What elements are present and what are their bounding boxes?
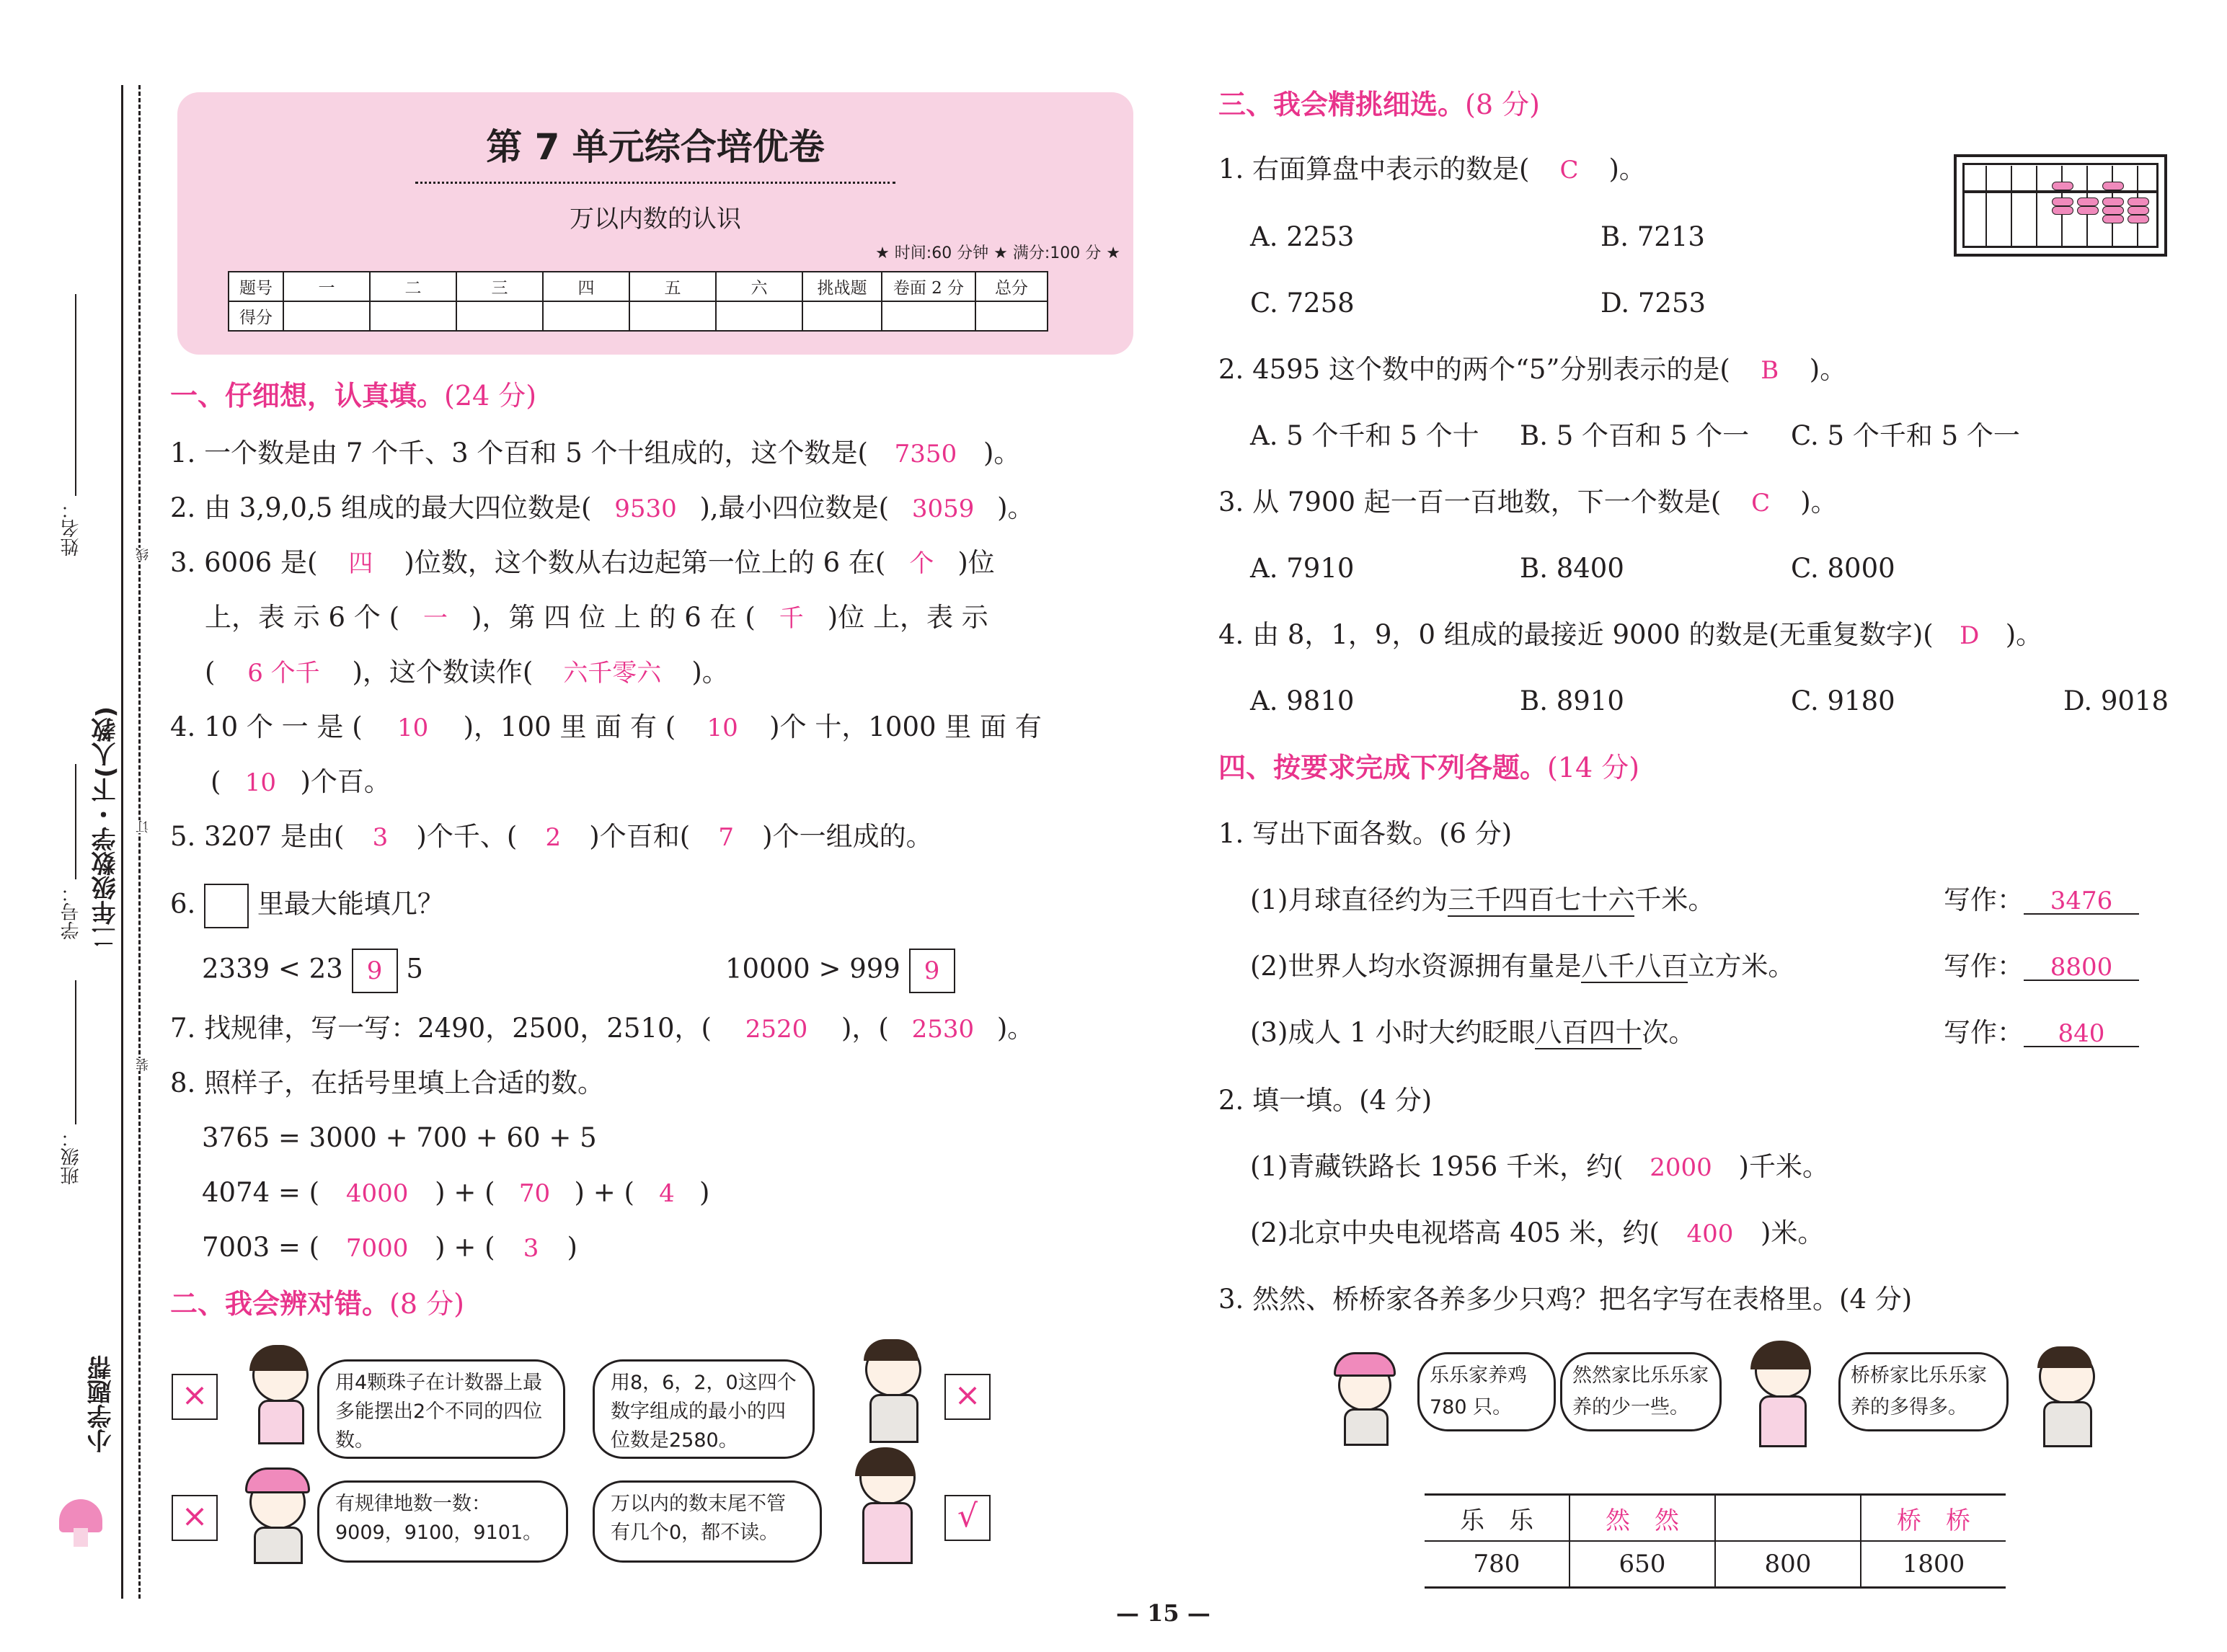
q-text: 4. 由 8，1，9，0 组成的最接近 9000 的数是(无重复数字)( xyxy=(1218,619,1934,650)
q-text: (3)成人 1 小时大约眨眼 xyxy=(1250,1017,1536,1048)
q-text: ( xyxy=(205,657,216,688)
binding-margin xyxy=(0,0,151,1652)
title-divider xyxy=(415,182,895,184)
score-input-cell[interactable] xyxy=(456,301,543,331)
answer-box[interactable]: 9 xyxy=(352,949,398,993)
q-text: )米。 xyxy=(1761,1217,1825,1248)
s3-q1-option-c[interactable]: C. 7258 xyxy=(1250,288,1355,319)
s3-q3-option-c[interactable]: C. 8000 xyxy=(1791,553,1895,584)
score-table xyxy=(228,271,1048,332)
s3-q4-option-a[interactable]: A. 9810 xyxy=(1250,685,1355,716)
judgement-box-2[interactable]: × xyxy=(944,1374,991,1420)
score-header-cell: 五 xyxy=(629,272,716,301)
mushroom-stem-icon xyxy=(74,1528,88,1547)
s1-q8-line-3 xyxy=(202,1234,577,1261)
s4-q1-write-1 xyxy=(1944,884,2139,915)
q-text: 4. 10 个 一 是 ( xyxy=(170,711,363,742)
exam-title: 第 7 单元综合培优卷 xyxy=(486,126,825,168)
q-text: ) + ( xyxy=(435,1232,495,1263)
s1-q8-example: 3765 = 3000 + 700 + 60 + 5 xyxy=(202,1122,597,1153)
section-3-points: (8 分) xyxy=(1465,89,1540,120)
section-2-heading xyxy=(170,1290,464,1318)
value-cell: 1800 xyxy=(1902,1550,1965,1578)
score-input-cell[interactable] xyxy=(370,301,456,331)
answer[interactable]: 6 个千 xyxy=(247,659,320,688)
q-text: 7003 = ( xyxy=(202,1232,320,1263)
answer-line[interactable]: 840 xyxy=(2024,1021,2139,1047)
s1-question-2 xyxy=(170,494,1035,521)
s3-question-1 xyxy=(1218,154,1646,185)
score-header-cell: 六 xyxy=(716,272,802,301)
q-text: 3. 6006 是( xyxy=(170,547,318,578)
answer[interactable]: C xyxy=(1559,156,1579,185)
q-text: )。 xyxy=(983,438,1021,468)
score-header-cell: 卷面 2 分 xyxy=(882,272,975,301)
girl-character-icon xyxy=(242,1348,314,1442)
answer[interactable]: 400 xyxy=(1686,1220,1734,1248)
answer[interactable]: 3059 xyxy=(911,494,975,523)
q-text: )。 xyxy=(2005,619,2043,650)
exam-meta: ★ 时间:60 分钟 ★ 满分:100 分 ★ xyxy=(875,244,1120,262)
score-input-cell[interactable] xyxy=(716,301,802,331)
s1-question-4-line1 xyxy=(170,711,1042,742)
write-label: 写作： xyxy=(1944,1017,2024,1048)
q-text: 10000 > 999 xyxy=(725,953,900,985)
answer[interactable]: 9530 xyxy=(614,494,677,523)
s3-q2-option-b[interactable]: B. 5 个百和 5 个一 xyxy=(1520,420,1750,451)
s3-question-4 xyxy=(1218,621,2042,648)
underlined-words: 八百四十 xyxy=(1535,1017,1642,1048)
q-text: ) xyxy=(567,1232,577,1263)
q-text: )个百。 xyxy=(300,766,391,797)
q-text: 里最大能填几？ xyxy=(257,888,444,920)
chicken-table-header xyxy=(1425,1495,2006,1542)
class-label: 班级： xyxy=(61,1129,82,1185)
abacus-icon xyxy=(1954,154,2167,257)
q-text: )。 xyxy=(1800,487,1838,518)
score-header-cell: 四 xyxy=(543,272,629,301)
q-text: )，第 四 位 上 的 6 在 ( xyxy=(471,602,756,633)
q-text: )个 十，1000 里 面 有 xyxy=(769,711,1042,742)
s3-q1-option-a[interactable]: A. 2253 xyxy=(1250,221,1355,252)
answer[interactable]: 个 xyxy=(909,549,934,578)
answer[interactable]: 千 xyxy=(779,604,804,633)
cut-label-line: 线 xyxy=(134,548,153,561)
answer[interactable]: 7000 xyxy=(345,1234,409,1263)
s3-q2-option-c[interactable]: C. 5 个千和 5 个一 xyxy=(1791,420,2020,451)
answer[interactable]: 4 xyxy=(659,1179,675,1208)
q-text: )。 xyxy=(996,1013,1035,1044)
q-text: )。 xyxy=(1809,354,1847,385)
q-text: )，( xyxy=(841,1013,889,1044)
judgement-box-3[interactable]: × xyxy=(172,1495,218,1541)
s1-question-1 xyxy=(170,440,1020,466)
q-text: 1. 右面算盘中表示的数是( xyxy=(1218,154,1530,185)
header-cell-qiaoqiao[interactable]: 桥 桥 xyxy=(1897,1506,1970,1535)
answer[interactable]: 70 xyxy=(518,1179,551,1208)
value-cell: 780 xyxy=(1425,1541,1569,1588)
s3-q4-option-d[interactable]: D. 9018 xyxy=(2063,685,2169,716)
q-text: (2)世界人均水资源拥有量是 xyxy=(1250,951,1582,982)
boy-character-icon xyxy=(855,1342,927,1443)
s1-question-5 xyxy=(170,823,933,850)
girl-character-icon xyxy=(1743,1344,1818,1444)
score-row-label: 得分 xyxy=(229,301,283,331)
speech-bubble-lele: 乐乐家养鸡 780 只。 xyxy=(1417,1352,1556,1431)
s4-q2-item-1 xyxy=(1250,1153,1829,1180)
speech-bubble-3: 有规律地数一数：9009，9100，9101。 xyxy=(317,1480,568,1563)
section-4-title: 四、按要求完成下列各题。 xyxy=(1218,752,1548,783)
student-id-field[interactable] xyxy=(75,764,76,879)
judgement-box-4[interactable]: √ xyxy=(944,1495,991,1541)
speech-bubble-4: 万以内的数末尾不管有几个0，都不读。 xyxy=(593,1480,822,1563)
speech-bubble-qiaoqiao: 桥桥家比乐乐家养的多得多。 xyxy=(1838,1352,2009,1431)
s4-q1-item-1 xyxy=(1250,884,1715,915)
header-cell-ranran[interactable]: 然 然 xyxy=(1569,1495,1715,1542)
s1-question-3-line3 xyxy=(205,657,729,688)
speech-bubble-ranran: 然然家比乐乐家养的少一些。 xyxy=(1560,1352,1722,1431)
q-text: 次。 xyxy=(1642,1017,1696,1048)
speech-bubble-2: 用8，6，2，0这四个数字组成的最小的四位数是2580。 xyxy=(593,1359,815,1459)
answer[interactable]: 2520 xyxy=(745,1015,808,1044)
cut-label-ding: 订 xyxy=(134,820,153,833)
class-field[interactable] xyxy=(75,980,76,1124)
book-label: 二年级数学・下(人教) xyxy=(92,706,120,950)
q-text: ),最小四位数是( xyxy=(699,492,890,523)
q-text: 上，表 示 6 个 ( xyxy=(205,602,400,633)
score-input-cell[interactable] xyxy=(629,301,716,331)
boy-with-cap-icon xyxy=(238,1465,313,1561)
answer[interactable]: C xyxy=(1751,489,1771,518)
q-text: )位数，这个数从右边起第一位上的 6 在( xyxy=(404,547,886,578)
section-1-heading xyxy=(170,380,537,412)
q-text: ( xyxy=(211,766,221,797)
q-text: ) + ( xyxy=(574,1177,634,1208)
score-header-cell: 题号 xyxy=(229,272,283,301)
answer[interactable]: 3 xyxy=(372,823,389,852)
section-2-title: 二、我会辨对错。 xyxy=(170,1288,390,1320)
s1-question-3-line2 xyxy=(205,604,988,631)
q-text: 2339 < 23 xyxy=(202,953,343,985)
score-header-cell: 挑战题 xyxy=(802,272,882,301)
judgement-box-1[interactable]: × xyxy=(172,1374,218,1420)
brand-label: 小学题帮 xyxy=(87,1355,116,1453)
q-text: (2)北京中央电视塔高 405 米，约( xyxy=(1250,1217,1660,1248)
cut-label-zhuang: 装 xyxy=(134,1058,153,1071)
s1-question-3-line1 xyxy=(170,549,995,576)
write-label: 写作： xyxy=(1944,884,2024,915)
answer-line[interactable]: 3476 xyxy=(2024,889,2139,915)
s1-q6-expr-1 xyxy=(202,949,423,993)
s3-question-2 xyxy=(1218,356,1846,383)
blank-square-box xyxy=(204,884,249,928)
section-3-heading xyxy=(1218,91,1540,118)
score-input-cell[interactable] xyxy=(975,301,1048,331)
answer[interactable]: 7 xyxy=(718,823,734,852)
s3-q2-option-a[interactable]: A. 5 个千和 5 个十 xyxy=(1250,420,1479,451)
s1-question-6 xyxy=(170,884,444,928)
section-4-points: (14 分) xyxy=(1547,752,1640,783)
score-input-row xyxy=(229,301,1048,331)
q-text: (1)月球直径约为 xyxy=(1250,884,1448,915)
boy-character-icon xyxy=(2029,1349,2101,1444)
q-text: 千米。 xyxy=(1634,884,1715,915)
q-text: 立方米。 xyxy=(1688,951,1795,982)
score-header-cell: 二 xyxy=(370,272,456,301)
q-text: 2. 由 3,9,0,5 组成的最大四位数是( xyxy=(170,492,592,523)
section-1-title: 一、仔细想，认真填。 xyxy=(170,380,445,412)
answer[interactable]: D xyxy=(1960,621,1980,650)
s3-q4-option-b[interactable]: B. 8910 xyxy=(1520,685,1624,716)
chicken-table-values xyxy=(1425,1541,2006,1588)
s3-q3-option-b[interactable]: B. 8400 xyxy=(1520,553,1624,584)
score-input-cell[interactable] xyxy=(882,301,975,331)
q-text: )。 xyxy=(1608,154,1646,185)
answer[interactable]: 10 xyxy=(244,768,277,797)
answer[interactable]: 2000 xyxy=(1650,1153,1712,1182)
write-label: 写作： xyxy=(1944,951,2024,982)
q-text: ) xyxy=(699,1177,710,1208)
q-text: 6. xyxy=(170,888,196,920)
s4-q1-item-3 xyxy=(1250,1019,1695,1046)
s4-q1-item-2 xyxy=(1250,953,1794,980)
s3-q3-option-a[interactable]: A. 7910 xyxy=(1250,553,1355,584)
value-cell: 650 xyxy=(1569,1541,1715,1588)
s1-question-8: 8. 照样子，在括号里填上合适的数。 xyxy=(170,1067,605,1098)
answer[interactable]: 四 xyxy=(348,549,373,578)
section-2-points: (8 分) xyxy=(389,1288,464,1320)
exam-header xyxy=(177,92,1133,355)
s4-question-1: 1. 写出下面各数。(6 分) xyxy=(1218,818,1513,849)
q-text: 2. 4595 这个数中的两个“5”分别表示的是( xyxy=(1218,354,1730,385)
answer-box[interactable]: 9 xyxy=(909,949,955,993)
s1-question-7 xyxy=(170,1015,1034,1042)
q-text: 5. 3207 是由( xyxy=(170,821,345,852)
s4-q2-item-2 xyxy=(1250,1217,1825,1248)
section-3-title: 三、我会精挑细选。 xyxy=(1218,89,1466,120)
q-text: ) + ( xyxy=(435,1177,495,1208)
q-text: 4074 = ( xyxy=(202,1177,320,1208)
binder-dashed-line xyxy=(138,85,141,1599)
q-text: )个千、( xyxy=(416,821,518,852)
answer[interactable]: 3 xyxy=(523,1234,539,1263)
s3-q1-option-d[interactable]: D. 7253 xyxy=(1600,288,1706,319)
answer[interactable]: 六千零六 xyxy=(563,659,662,688)
q-text: )位 xyxy=(957,547,995,578)
answer[interactable]: 4000 xyxy=(345,1179,409,1208)
answer[interactable]: 10 xyxy=(397,714,429,742)
answer[interactable]: 2530 xyxy=(911,1015,975,1044)
speech-bubble-1: 用4颗珠子在计数器上最多能摆出2个不同的四位数。 xyxy=(317,1359,565,1459)
score-input-cell[interactable] xyxy=(543,301,629,331)
q-text: )千米。 xyxy=(1738,1151,1829,1182)
chicken-table xyxy=(1425,1493,2006,1589)
q-text: 5 xyxy=(406,953,423,985)
s4-q1-write-2 xyxy=(1944,953,2139,981)
q-text: 7. 找规律，写一写：2490，2500，2510，( xyxy=(170,1013,712,1044)
girl-with-book-icon xyxy=(848,1450,923,1561)
q-text: )位 上，表 示 xyxy=(827,602,988,633)
score-input-cell[interactable] xyxy=(802,301,882,331)
s1-q6-expr-2 xyxy=(725,949,955,993)
q-text: 1. 一个数是由 7 个千、3 个百和 5 个十组成的，这个数是( xyxy=(170,438,868,468)
lele-character-icon xyxy=(1328,1349,1397,1443)
answer-line[interactable]: 8800 xyxy=(2024,955,2139,981)
name-label: 姓名： xyxy=(61,500,82,556)
section-1-points: (24 分) xyxy=(444,380,537,412)
q-text: )。 xyxy=(997,492,1035,523)
q-text: )，100 里 面 有 ( xyxy=(463,711,676,742)
q-text: )，这个数读作( xyxy=(352,657,533,688)
underlined-words: 八千八百 xyxy=(1581,951,1688,982)
exam-subtitle: 万以内数的认识 xyxy=(570,205,741,234)
score-header-cell: 总分 xyxy=(975,272,1048,301)
q-text: )个一组成的。 xyxy=(762,821,933,852)
s4-question-2: 2. 填一填。(4 分) xyxy=(1218,1085,1433,1116)
score-header-cell: 一 xyxy=(283,272,370,301)
name-field[interactable] xyxy=(75,294,76,496)
section-4-heading xyxy=(1218,754,1639,781)
answer[interactable]: 2 xyxy=(545,823,562,852)
s4-q1-write-3 xyxy=(1944,1019,2139,1047)
q-text: )个百和( xyxy=(589,821,691,852)
header-cell-lele: 乐 乐 xyxy=(1425,1495,1569,1542)
page-number: — 15 — xyxy=(1116,1599,1210,1627)
score-header-row xyxy=(229,272,1048,301)
answer[interactable]: 一 xyxy=(423,604,448,633)
s4-question-3: 3. 然然、桥桥家各养多少只鸡？把名字写在表格里。(4 分) xyxy=(1218,1284,1913,1315)
student-id-label: 学号： xyxy=(61,884,82,940)
s3-q1-option-b[interactable]: B. 7213 xyxy=(1600,221,1705,252)
q-text: (1)青藏铁路长 1956 千米，约( xyxy=(1250,1151,1624,1182)
value-cell: 800 xyxy=(1715,1541,1861,1588)
s3-question-3 xyxy=(1218,487,1838,518)
s3-q4-option-c[interactable]: C. 9180 xyxy=(1791,685,1895,716)
answer[interactable]: 7350 xyxy=(894,440,957,468)
header-cell-blank[interactable] xyxy=(1715,1495,1861,1542)
underlined-words: 三千四百七十六 xyxy=(1448,884,1635,915)
s1-q8-line-2 xyxy=(202,1179,709,1206)
score-input-cell[interactable] xyxy=(283,301,370,331)
answer[interactable]: 10 xyxy=(707,714,738,742)
answer[interactable]: B xyxy=(1761,356,1779,385)
q-text: )。 xyxy=(691,657,729,688)
s1-question-4-line2 xyxy=(211,768,391,795)
q-text: 3. 从 7900 起一百一百地数，下一个数是( xyxy=(1218,487,1722,518)
score-header-cell: 三 xyxy=(456,272,543,301)
